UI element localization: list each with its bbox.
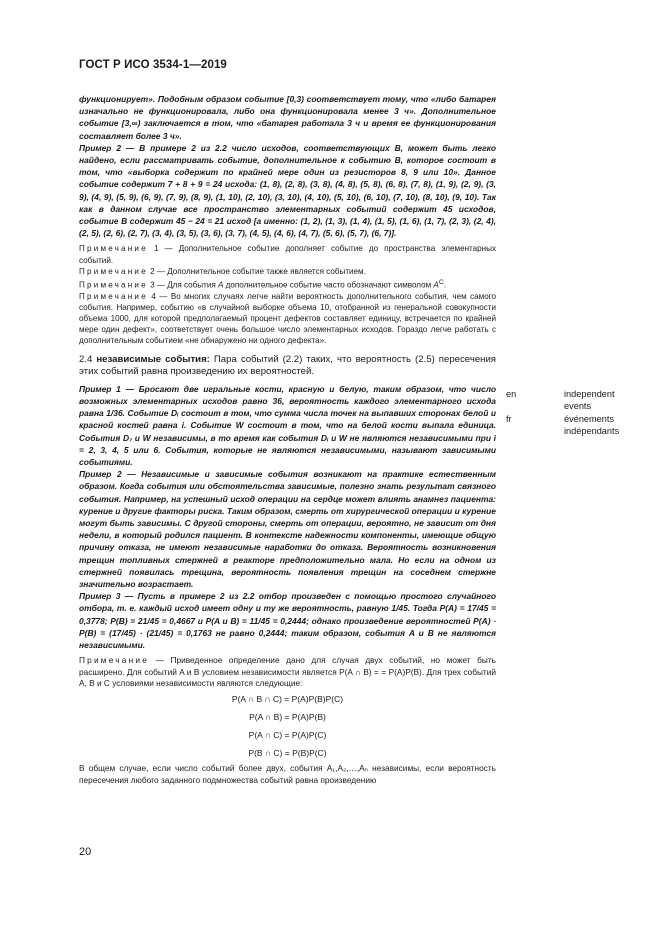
term-definition-2-4	[79, 354, 496, 379]
fr-term: événements indépendants	[564, 413, 620, 436]
main-text-column	[79, 93, 496, 786]
term-definition: Пара событий (2.2) таких, что вероятность (2.5) пересечения этих событий равна произведению их вероятностей.	[79, 353, 497, 378]
independence-example-3: Пример 3 — Пусть в примере 2 из 2.2 отбор произведен с помощью простого случайного отбора, т. е. каждый исход имеет одну и ту же вероятность, равную 1/45. Тогда P(A) = 17/45 = 0,3778; P(B) = 21/45 = 0,4667 и P(A и B) = 11/45 = 0,2444; однако произведение вероятностей P(A) · P(B) = (17/45) · (21/45) = 0,1763 не равно 0,2444; таким образом, события A и B не являются независимыми.	[79, 591, 496, 651]
page-number: 20	[79, 846, 92, 858]
formula-abc: P(A ∩ B ∩ C) = P(A)P(B)P(C)	[231, 694, 344, 705]
independence-example-2: Пример 2 — Независимые и зависимые события возникают на практике естественным образом. Когда события или обстоятельства зависимые, полезно знать результат связного события. Например, на успешный исход операции на сердце может влиять анамнез пациента: курение и другие факторы риска. Таким образом, смерть от хирургической операции и курение могут быть зависимы. С другой стороны, смерть от операции, вероятно, не зависит от дня недели, в который родился пациент. В контексте надежности компоненты, имеющие общую причину отказа, не имеют независимые наработки до отказа. Вероятность возникновения трещин топливных стержней в реакторе предположительно мала. Но если на одном из стержней появилась трещина, вероятность появления трещин на соседнем стержне значительно возрастает.	[79, 469, 496, 590]
en-term: independent events	[564, 389, 615, 412]
example-2-paragraph: Пример 2 — В примере 2 из 2.2 число исходов, соответствующих B, может быть легко найдено, если рассматривать событие, дополнительное к событию B, которое состоит в том, что «выборка содержит по крайней мере один из резисторов 8, 9 или 10». Данное событие содержит 7 + 8 + 9 = 24 исхода: (1, 8), (2, 8), (3, 8), (4, 8), (5, 8), (6, 8), (7, 8), (1, 9), (2, 9), (3, 9), (4, 9), (5, 9), (6, 9), (7, 9), (8, 9), (1, 10), (2, 10), (3, 10), (4, 10), (5, 10), (6, 10), (7, 10), (8, 10), (9, 10). Так как в данном случае все пространство элементарных событий содержит 45 исходов, событие B содержит 45 − 24 = 21 исход [а именно: (1, 2), (1, 3), (1, 4), (1, 5), (1, 6), (1, 7), (2, 3), (2, 4), (2, 5), (2, 6), (2, 7), (3, 4), (3, 5), (3, 6), (3, 7), (4, 5), (4, 6), (4, 7), (5, 6), (5, 7), (6, 7)].	[79, 142, 496, 239]
formula-list	[79, 690, 496, 762]
standard-title: ГОСТ Р ИСО 3534-1—2019	[79, 59, 227, 71]
note-label: Примечание	[79, 655, 150, 666]
formula-ab: P(A ∩ B) = P(A)P(B)	[249, 712, 326, 723]
translation-en	[506, 388, 646, 413]
lang-code-en: en	[506, 389, 517, 399]
translation-fr	[506, 413, 646, 438]
note-label: Примечание	[79, 291, 148, 301]
note-label: Примечание	[79, 266, 148, 276]
term-translations	[506, 388, 646, 437]
term-number: 2.4	[79, 353, 93, 365]
formula-ac: P(A ∩ C) = P(A)P(C)	[248, 730, 327, 741]
note-extension: Примечание — Приведенное определение дано для случая двух событий, но может быть расширено. Для событий A и B условием независимости является P(A ∩ B) = = P(A)P(B). Для трех событий A, B и C условиями независимости являются следующие:	[79, 655, 496, 689]
independence-example-1: Пример 1 — Бросают две игральные кости, красную и белую, таким образом, что число возможных элементарных исходов равно 36, вероятность каждого элементарного исхода равна 1/36. Событие Dᵢ состоит в том, что сумма числа точек на выпавших сторонах белой и красной костей равна i. Событие W состоит в том, что на белой кости выпала единица. События D₇ и W независимы, в то время как события Dᵢ и W не являются независимыми при i = 2, 3, 4, 5 или 6. События, которые не являются независимыми, называют зависимыми событиями.	[79, 383, 496, 467]
note-3: Примечание 3 — Для события A дополнительное событие часто обозначают символом $A^C$.	[79, 278, 446, 290]
lang-code-fr: fr	[506, 413, 512, 424]
note-4: Примечание 4 — Во многих случаях легче найти вероятность дополнительного события, чем самого события. Например, событию «в случайной выборке объема 10, отобранной из генеральной совокупности объема 1000, для которой предполагаемый процент дефектов составляет единицу, встречается по крайней мере один дефект», соответствует очень большое число элементарных исходов. Гораздо легче работать с дополнительным событием «не обнаружено ни одного дефекта».	[79, 291, 496, 345]
formula-bc: P(B ∩ C) = P(B)P(C)	[248, 748, 327, 759]
note-2: Примечание 2 — Дополнительное событие также является событием.	[79, 266, 366, 276]
note-label: Примечание	[79, 280, 148, 290]
closing-paragraph: В общем случае, если число событий более двух, события A₁,A₂,…,Aₙ независимы, если вероятность пересечения любого заданного подмножества событий равна произведению	[79, 763, 496, 785]
note-label: Примечание	[79, 244, 148, 254]
example-continuation: функционирует». Подобным образом событие [0,3) соответствует тому, что «либо батарея изначально не функционировала, либо она функционировала менее 3 ч». Дополнительное событие [3,∞) заключается в том, что «батарея работала 3 ч и время ее функционирования составляет более 3 ч».	[79, 94, 496, 141]
note-1: Примечание 1 — Дополнительное событие дополняет событие до пространства элементарных событий.	[79, 244, 496, 265]
term-name: независимые события:	[96, 353, 210, 365]
